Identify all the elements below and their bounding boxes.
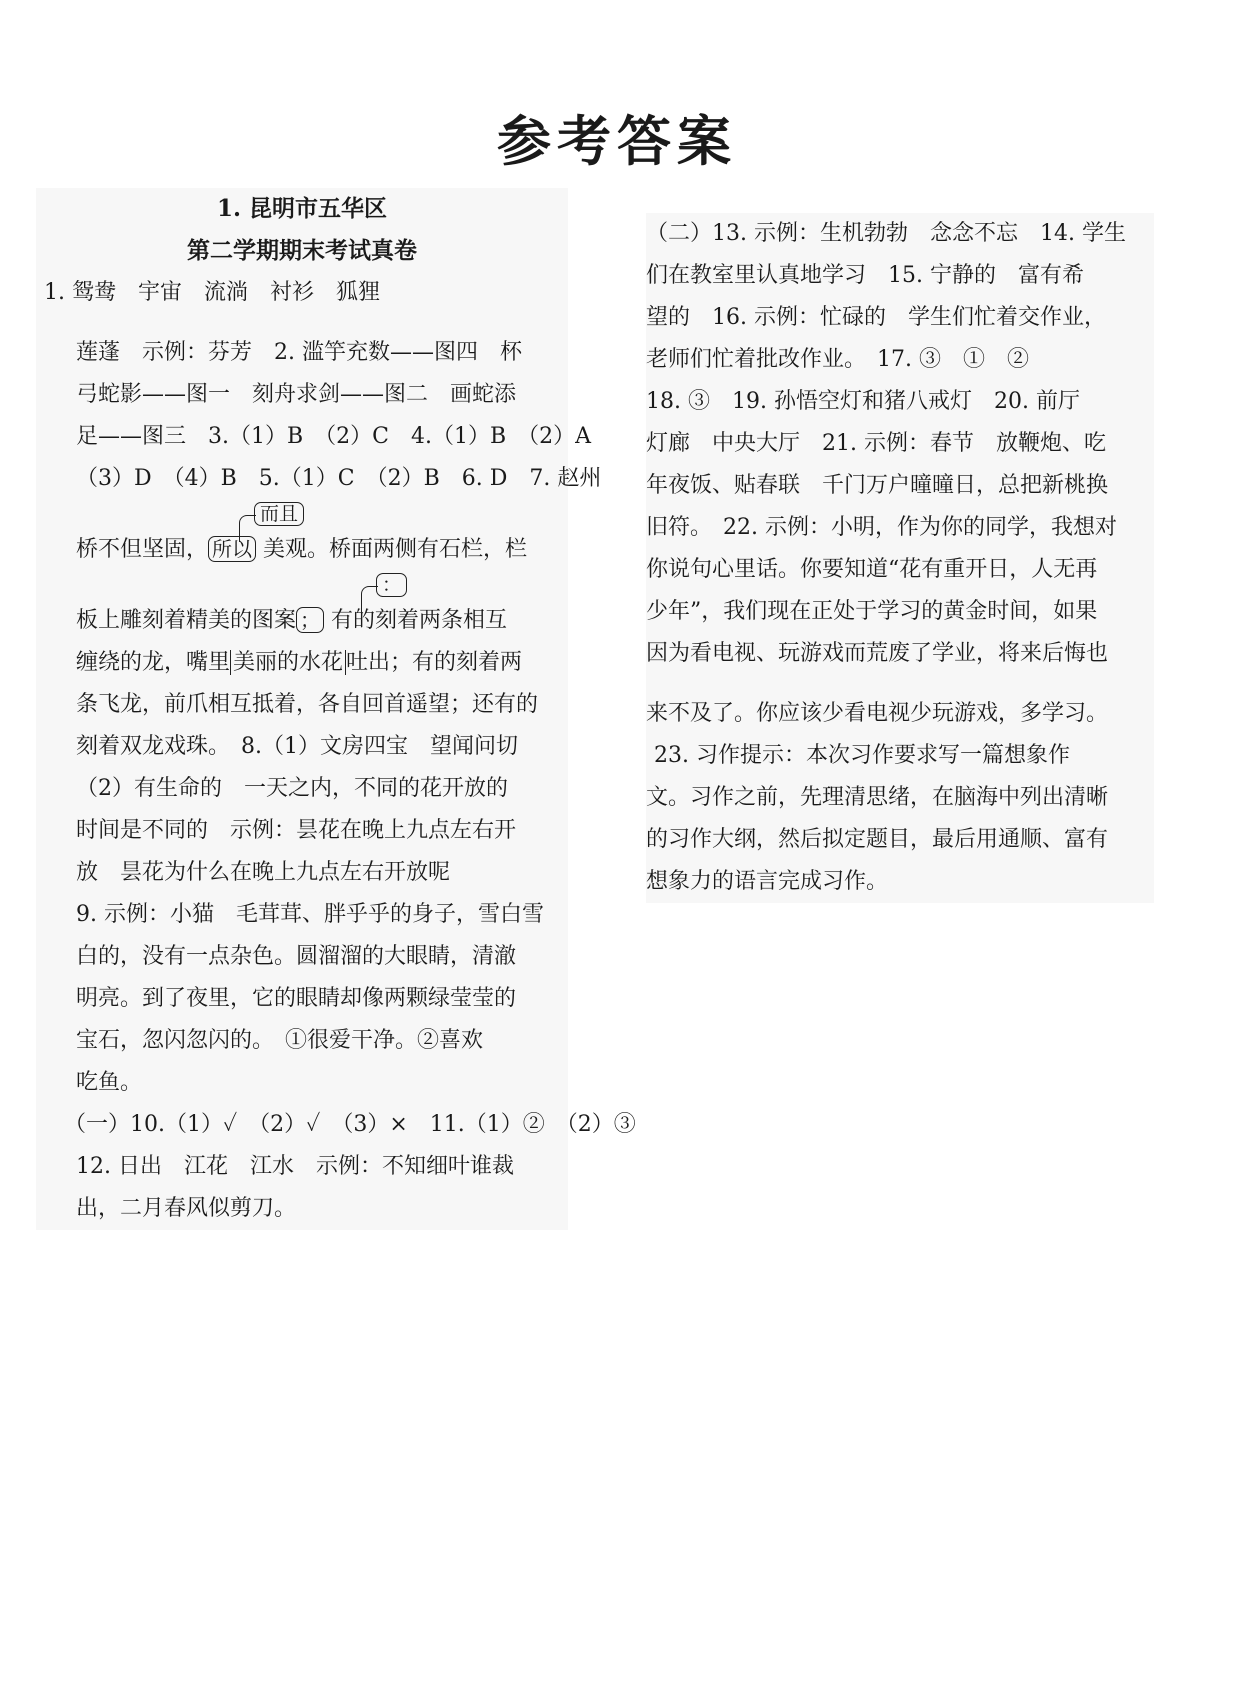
answer-line: 18. ③ 19. 孙悟空灯和猪八戒灯 20. 前厅 — [646, 389, 1080, 414]
spacer — [36, 314, 568, 332]
answer-line: 足——图三 3.（1）B （2）C 4.（1）B （2）A — [76, 424, 592, 449]
answer-line: 1. 鸳鸯 宇宙 流淌 衬衫 狐狸 — [44, 280, 380, 305]
answer-line: 来不及了。你应该少看电视少玩游戏，多学习。 — [646, 701, 1109, 726]
answer-line: 老师们忙着批改作业。 17. ③ ① ② — [646, 347, 1029, 372]
bracketed-correction: 美丽的水花 — [230, 650, 346, 675]
answer-text: 缠绕的龙，嘴里 — [76, 650, 231, 675]
answer-line: 旧符。 22. 示例：小明，作为你的同学，我想对 — [646, 515, 1117, 540]
answer-line: 条飞龙，前爪相互抵着，各自回首遥望；还有的 — [76, 692, 539, 717]
answer-line-with-correction — [36, 528, 568, 571]
answer-line: 宝石，忽闪忽闪的。 ①很爱干净。②喜欢 — [76, 1028, 484, 1053]
boxed-correction: 所以 — [208, 536, 256, 562]
answer-line: 年夜饭、贴春联 千门万户曈曈日，总把新桃换 — [646, 473, 1109, 498]
left-column — [36, 188, 636, 1230]
answer-line: 白的，没有一点杂色。圆溜溜的大眼睛，清澈 — [76, 944, 517, 969]
answer-line: 莲蓬 示例：芬芳 2. 滥竽充数——图四 杯 — [76, 340, 522, 365]
answer-line: 23. 习作提示：本次习作要求写一篇想象作 — [654, 743, 1070, 768]
answer-line: 因为看电视、玩游戏而荒废了学业，将来后悔也 — [646, 641, 1109, 666]
answer-line: 灯廊 中央大厅 21. 示例：春节 放鞭炮、吃 — [646, 431, 1106, 456]
answer-line: 明亮。到了夜里，它的眼睛却像两颗绿莹莹的 — [76, 986, 517, 1011]
correction-mark-colon: ： — [376, 573, 407, 597]
answer-line-with-correction — [36, 599, 568, 642]
answer-line: 出，二月春风似剪刀。 — [76, 1196, 297, 1221]
answer-text: 美观。桥面两侧有石栏，栏 — [256, 537, 528, 562]
answer-text: 桥不但坚固， — [76, 537, 209, 562]
correction-mark-row — [36, 500, 568, 528]
answer-line: （二）13. 示例：生机勃勃 念念不忘 14. 学生 — [646, 221, 1126, 246]
answer-line: 的习作大纲，然后拟定题目，最后用通顺、富有 — [646, 827, 1109, 852]
right-column — [646, 213, 1154, 903]
answer-line: （2）有生命的 一天之内，不同的花开放的 — [76, 776, 508, 801]
answer-line: （3）D （4）B 5.（1）C （2）B 6. D 7. 赵州 — [76, 466, 602, 491]
section-heading-school: 1. 昆明市五华区 — [216, 195, 388, 222]
answer-line: 时间是不同的 示例：昙花在晚上九点左右开 — [76, 818, 517, 843]
answer-line: 文。习作之前，先理清思绪，在脑海中列出清晰 — [646, 785, 1109, 810]
answer-line: 9. 示例：小猫 毛茸茸、胖乎乎的身子，雪白雪 — [76, 902, 544, 927]
answer-line: 你说句心里话。你要知道“花有重开日，人无再 — [646, 557, 1098, 582]
answer-text: 板上雕刻着精美的图案 — [76, 608, 297, 633]
answer-line: 刻着双龙戏珠。 8.（1）文房四宝 望闻问切 — [76, 734, 518, 759]
answer-line: 想象力的语言完成习作。 — [646, 869, 889, 894]
answer-line: 放 昙花为什么在晚上九点左右开放呢 — [76, 860, 451, 885]
boxed-correction: ； — [296, 607, 324, 633]
section-heading-exam: 第二学期期末考试真卷 — [187, 237, 417, 264]
answer-line: 们在教室里认真地学习 15. 宁静的 富有希 — [646, 263, 1084, 288]
spacer — [646, 675, 1154, 693]
answer-line: 少年”，我们现在正处于学习的黄金时间，如果 — [646, 599, 1098, 624]
answer-line: 吃鱼。 — [76, 1070, 143, 1095]
answer-line: （一）10.（1）✓ （2）✓ （3）× 11.（1）② （2）③ — [64, 1112, 636, 1137]
answer-line: 12. 日出 江花 江水 示例：不知细叶谁裁 — [76, 1154, 514, 1179]
page-title: 参考答案 — [497, 109, 737, 173]
answer-line: 弓蛇影——图一 刻舟求剑——图二 画蛇添 — [76, 382, 517, 407]
answer-line-with-correction — [36, 642, 568, 684]
answer-text: 有的刻着两条相互 — [324, 608, 508, 633]
correction-mark-row — [36, 571, 568, 599]
answer-text: 吐出；有的刻着两 — [346, 650, 523, 675]
answer-line: 望的 16. 示例：忙碌的 学生们忙着交作业， — [646, 305, 1106, 330]
correction-mark-erqie: 而且 — [254, 502, 304, 526]
